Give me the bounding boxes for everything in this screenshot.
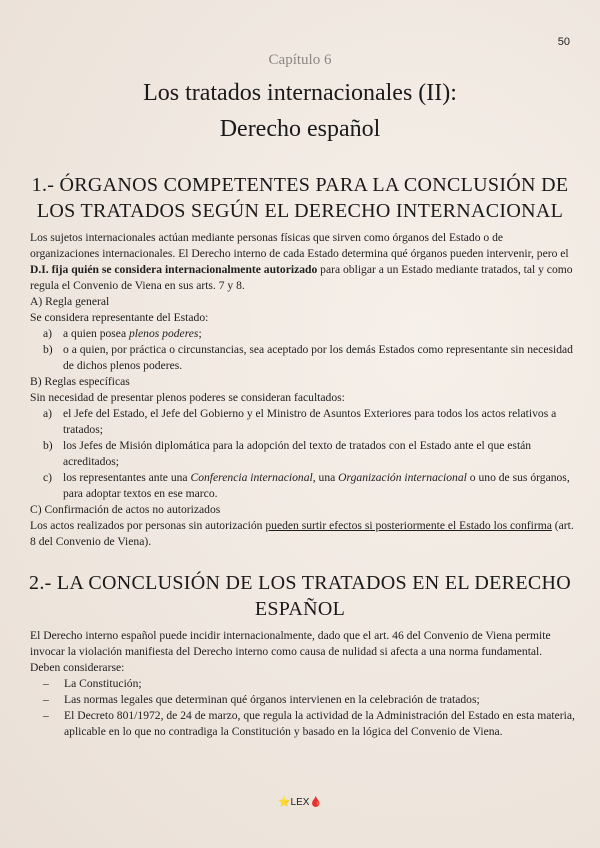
list-item: [30, 470, 575, 502]
section1-intro: [30, 230, 575, 294]
list-italic: Organización internacional: [338, 471, 467, 484]
list-marker: a): [43, 407, 53, 420]
ruleA-title: A) Regla general: [30, 295, 110, 308]
list-item: [30, 342, 575, 374]
intro-text-2: para obligar a un Estado mediante tratados, tal y como regula el Convenio de Viena en sus arts. 7 y 8.: [30, 263, 573, 292]
section2-list: [30, 676, 575, 740]
chapter-label: Capítulo 6: [268, 52, 332, 68]
list-marker: b): [43, 343, 53, 356]
list-text: Las normas legales que determinan qué órganos intervienen en la celebración de tratados;: [64, 693, 480, 706]
list-text: a quien posea: [63, 327, 129, 340]
list-italic: Conferencia internacional: [190, 471, 313, 484]
list-marker: –: [43, 677, 49, 690]
ruleB-text: Sin necesidad de presentar plenos poderes se consideran facultados:: [30, 391, 345, 404]
list-text: La Constitución;: [64, 677, 142, 690]
ruleB-list: [30, 406, 575, 502]
section2-deben: Deben considerarse:: [30, 661, 125, 674]
section2-body: [30, 628, 575, 740]
list-item: [30, 326, 575, 342]
ruleA-list: [30, 326, 575, 374]
drop-icon: 🩸: [309, 797, 322, 808]
ruleC-text: [30, 518, 575, 550]
ruleC-title: C) Confirmación de actos no autorizados: [30, 503, 221, 516]
list-text: los representantes ante una: [63, 471, 191, 484]
list-marker: a): [43, 327, 53, 340]
ruleA-text: Se considera representante del Estado:: [30, 311, 209, 324]
list-text: el Jefe del Estado, el Jefe del Gobierno y el Ministro de Asuntos Exteriores para todos los actos relativos a tratados;: [63, 407, 557, 436]
list-marker: –: [43, 709, 49, 722]
list-text: o uno de sus órganos, para adoptar textos en ese marco.: [63, 471, 570, 500]
ruleC-underlined-text: pueden surtir efectos si posteriormente el Estado los confirma: [265, 519, 552, 532]
star-icon: ⭐: [278, 797, 291, 808]
ruleC-text-1: Los actos realizados por personas sin autorización: [30, 519, 266, 532]
list-text: los Jefes de Misión diplomática para la adopción del texto de tratados con el Estado ante el que están acreditados;: [63, 439, 532, 468]
list-item: [30, 438, 575, 470]
page-number: 50: [557, 36, 570, 48]
section2-heading: 2.- LA CONCLUSIÓN DE LOS TRATADOS EN EL DERECHO ESPAÑOL: [29, 572, 571, 620]
list-text: , una: [312, 471, 339, 484]
list-text: El Decreto 801/1972, de 24 de marzo, que regula la actividad de la Administración del Estado en esta materia, aplicable en lo que no contradiga la Constitución y basado en la lógica del Convenio de Viena.: [64, 709, 575, 738]
chapter-title-line2: Derecho español: [219, 116, 381, 142]
section1-body: [30, 230, 575, 550]
list-italic: plenos poderes: [129, 327, 199, 340]
list-item: [30, 676, 575, 692]
section1-heading: 1.- ÓRGANOS COMPETENTES PARA LA CONCLUSIÓN DE LOS TRATADOS SEGÚN EL DERECHO INTERNACIONAL: [31, 174, 569, 222]
intro-text-1: Los sujetos internacionales actúan mediante personas físicas que sirven como órganos del Estado o de organizaciones internacionales. El Derecho interno de cada Estado determina qué órganos pueden intervenir, pero el: [30, 231, 569, 260]
intro-bold-text: D.I. fija quién se considera internacionalmente autorizado: [30, 263, 318, 276]
list-item: [30, 692, 575, 708]
list-text: o a quien, por práctica o circunstancias, sea aceptado por los demás Estados como representante sin necesidad de dichos plenos poderes.: [63, 343, 573, 372]
list-item: [30, 708, 575, 740]
ruleB-title: B) Reglas específicas: [30, 375, 130, 388]
list-marker: b): [43, 439, 53, 452]
footer-logo: [0, 797, 600, 808]
chapter-title-line1: Los tratados internacionales (II):: [143, 80, 457, 106]
ruleC-text-2: (art. 8 del Convenio de Viena).: [30, 519, 574, 548]
brand-text: LEX: [290, 797, 310, 808]
section2-intro: El Derecho interno español puede incidir internacionalmente, dado que el art. 46 del Convenio de Viena permite invocar la violación manifiesta del Derecho interno como causa de nulidad si afecta a una norma fundamental.: [30, 629, 551, 658]
list-marker: c): [43, 471, 53, 484]
list-marker: –: [43, 693, 49, 706]
list-item: [30, 406, 575, 438]
list-text: ;: [198, 327, 202, 340]
